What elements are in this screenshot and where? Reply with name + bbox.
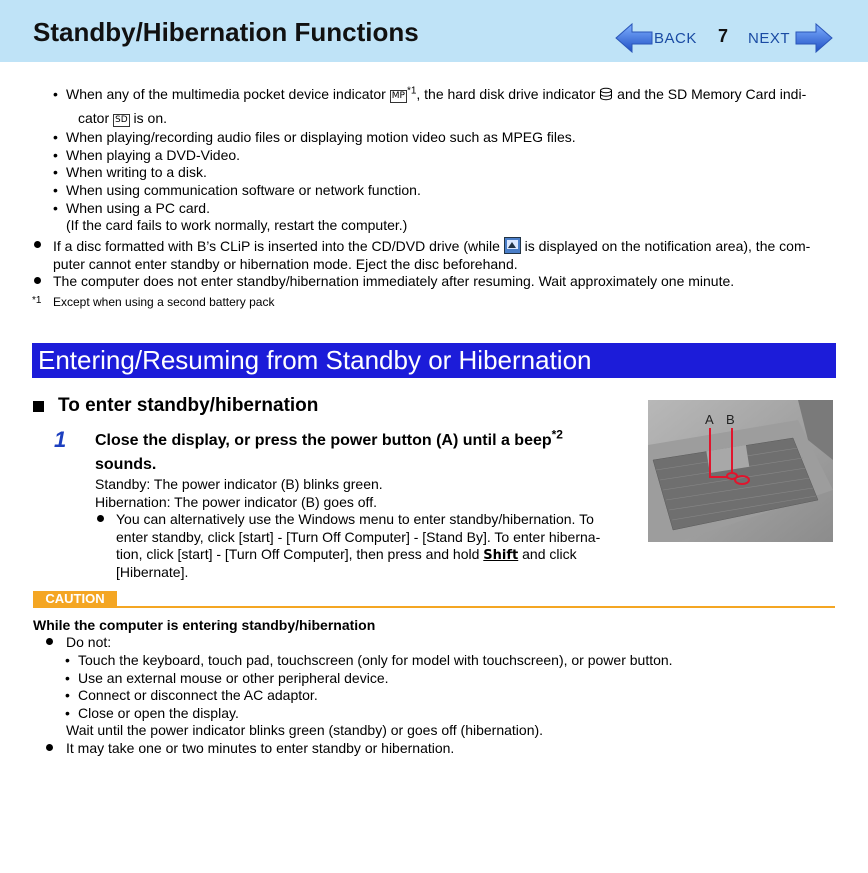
list-item: • When writing to a disk. xyxy=(66,164,207,181)
next-label: NEXT xyxy=(748,29,791,47)
step-bullet-text: You can alternatively use the Windows menu to enter standby/hibernation. To xyxy=(116,511,594,527)
list-item: • When playing/recording audio files or displaying motion video such as MPEG files. xyxy=(66,129,576,146)
step-bullet-text: [Hibernate]. xyxy=(116,564,189,580)
sd-card-indicator-icon: SD xyxy=(115,115,128,125)
list-item: • When using communication software or network function. xyxy=(66,182,421,199)
caution-sub-item: • Use an external mouse or other peripheral device. xyxy=(78,670,389,687)
caution-text: It may take one or two minutes to enter standby or hibernation. xyxy=(66,740,455,756)
bullet-dot xyxy=(46,638,53,645)
next-button[interactable] xyxy=(748,22,834,54)
step-instruction: Close the display, or press the power button (A) until a beep$^{*2}$ xyxy=(95,427,563,449)
page-title: Standby/Hibernation Functions xyxy=(33,17,419,47)
step-instruction-continued: sounds. xyxy=(95,456,157,473)
page-number: 7 xyxy=(718,26,729,46)
step-bullet-text: tion, click [start] - [Turn Off Computer], then press and hold Shift and click xyxy=(116,546,577,563)
standby-description: Standby: The power indicator (B) blinks green. xyxy=(95,476,383,492)
caution-sub-item: • Connect or disconnect the AC adaptor. xyxy=(78,687,318,704)
page-header xyxy=(0,0,868,62)
list-item-continued: cator SD is on. xyxy=(78,110,168,126)
back-button[interactable] xyxy=(614,22,697,54)
bsclip-tray-icon xyxy=(504,237,521,254)
bullet-dot xyxy=(34,241,41,248)
multimedia-pocket-indicator-icon: MP xyxy=(391,91,405,101)
note-text: If a disc formatted with B’s CLiP is inserted into the CD/DVD drive (while is displayed on the notification area), the com- xyxy=(53,238,811,254)
back-arrow-icon xyxy=(614,22,654,54)
next-arrow-icon xyxy=(794,22,834,54)
list-item-note: (If the card fails to work normally, restart the computer.) xyxy=(66,217,408,233)
square-bullet xyxy=(33,401,44,412)
bullet-dot xyxy=(97,515,104,522)
footnote-text: Except when using a second battery pack xyxy=(53,295,275,309)
bullet-dot xyxy=(46,744,53,751)
caution-sub-item: • Close or open the display. xyxy=(78,705,239,722)
step-number: 1 xyxy=(54,427,67,452)
footnote-mark: *1 xyxy=(32,295,42,306)
laptop-illustration xyxy=(648,400,833,542)
back-label: BACK xyxy=(654,29,697,47)
step-bullet-text: enter standby, click [start] - [Turn Off Computer] - [Stand By]. To enter hiberna- xyxy=(116,529,601,545)
hibernation-description: Hibernation: The power indicator (B) goes off. xyxy=(95,494,377,510)
shift-key-label: Shift xyxy=(483,548,519,563)
caution-heading: While the computer is entering standby/hibernation xyxy=(33,617,376,633)
laptop-keyboard-image xyxy=(648,400,833,542)
figure-label-b: B xyxy=(726,412,735,427)
caution-text: Wait until the power indicator blinks green (standby) or goes off (hibernation). xyxy=(66,722,544,738)
caution-sub-item: • Touch the keyboard, touch pad, touchscreen (only for model with touchscreen), or power button. xyxy=(78,652,673,669)
hard-disk-indicator-icon xyxy=(599,87,613,101)
section-heading-bar xyxy=(32,343,836,378)
list-item: • When any of the multimedia pocket device indicator MP $^{*1}$, the hard disk drive indicator and the SD Memory Card indi- xyxy=(66,86,806,103)
caution-divider xyxy=(33,606,835,608)
bullet-dot xyxy=(34,277,41,284)
section-title: Entering/Resuming from Standby or Hibernation xyxy=(38,345,592,375)
note-text: The computer does not enter standby/hibernation immediately after resuming. Wait approximately one minute. xyxy=(53,273,735,289)
subsection-title: To enter standby/hibernation xyxy=(58,395,319,416)
list-item: • When using a PC card. xyxy=(66,200,210,217)
note-text: puter cannot enter standby or hibernation mode. Eject the disc beforehand. xyxy=(53,256,518,272)
caution-label: CAUTION xyxy=(33,591,117,607)
caution-text: Do not: xyxy=(66,634,112,650)
list-item: • When playing a DVD-Video. xyxy=(66,147,240,164)
figure-label-a: A xyxy=(705,412,714,427)
